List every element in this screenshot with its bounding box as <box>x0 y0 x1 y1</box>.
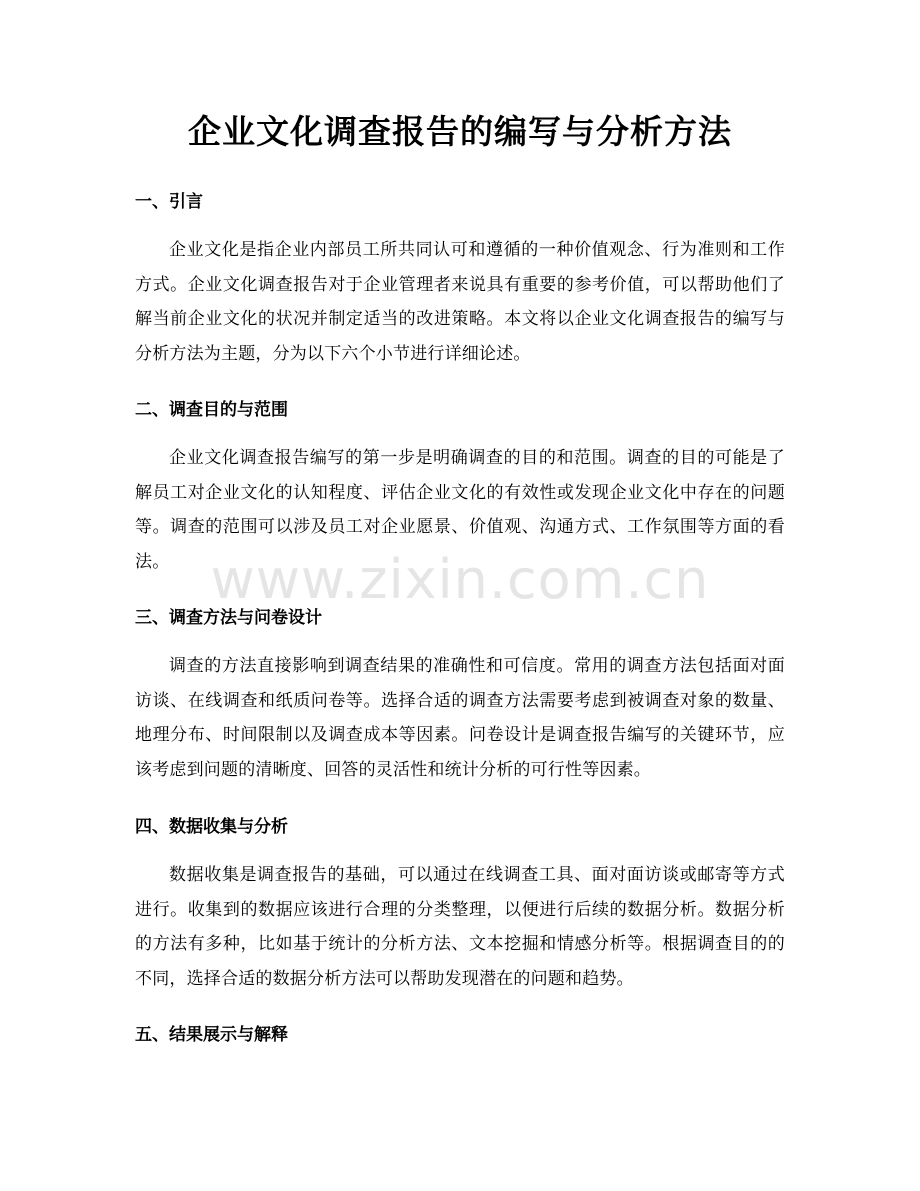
section-paragraph-data-collection: 数据收集是调查报告的基础，可以通过在线调查工具、面对面访谈或邮寄等方式进行。收集到的数据应该进行合理的分类整理，以便进行后续的数据分析。数据分析的方法有多种，比如基于统计的分析方法、文本挖掘和情感分析等。根据调查目的的不同，选择合适的数据分析方法可以帮助发现潜在的问题和趋势。 <box>135 865 785 989</box>
section-heading-methods-questionnaire: 三、调查方法与问卷设计 <box>135 608 322 628</box>
section-heading-results: 五、结果展示与解释 <box>135 1025 288 1045</box>
document-title: 企业文化调查报告的编写与分析方法 <box>188 112 732 151</box>
watermark: www.zixin.com.cn <box>210 548 710 611</box>
section-paragraph-methods-questionnaire: 调查的方法直接影响到调查结果的准确性和可信度。常用的调查方法包括面对面访谈、在线调查和纸质问卷等。选择合适的调查方法需要考虑到被调查对象的数量、地理分布、时间限制以及调查成本等因素。问卷设计是调查报告编写的关键环节，应该考虑到问题的清晰度、回答的灵活性和统计分析的可行性等因素。 <box>135 656 785 780</box>
section-heading-data-collection: 四、数据收集与分析 <box>135 817 288 837</box>
section-paragraph-introduction: 企业文化是指企业内部员工所共同认可和遵循的一种价值观念、行为准则和工作方式。企业文化调查报告对于企业管理者来说具有重要的参考价值，可以帮助他们了解当前企业文化的状况并制定适当的改进策略。本文将以企业文化调查报告的编写与分析方法为主题，分为以下六个小节进行详细论述。 <box>135 240 785 364</box>
section-paragraph-purpose-scope: 企业文化调查报告编写的第一步是明确调查的目的和范围。调查的目的可能是了解员工对企业文化的认知程度、评估企业文化的有效性或发现企业文化中存在的问题等。调查的范围可以涉及员工对企业愿景、价值观、沟通方式、工作氛围等方面的看法。 <box>135 448 785 572</box>
section-heading-purpose-scope: 二、调查目的与范围 <box>135 400 288 420</box>
section-heading-introduction: 一、引言 <box>135 192 203 212</box>
